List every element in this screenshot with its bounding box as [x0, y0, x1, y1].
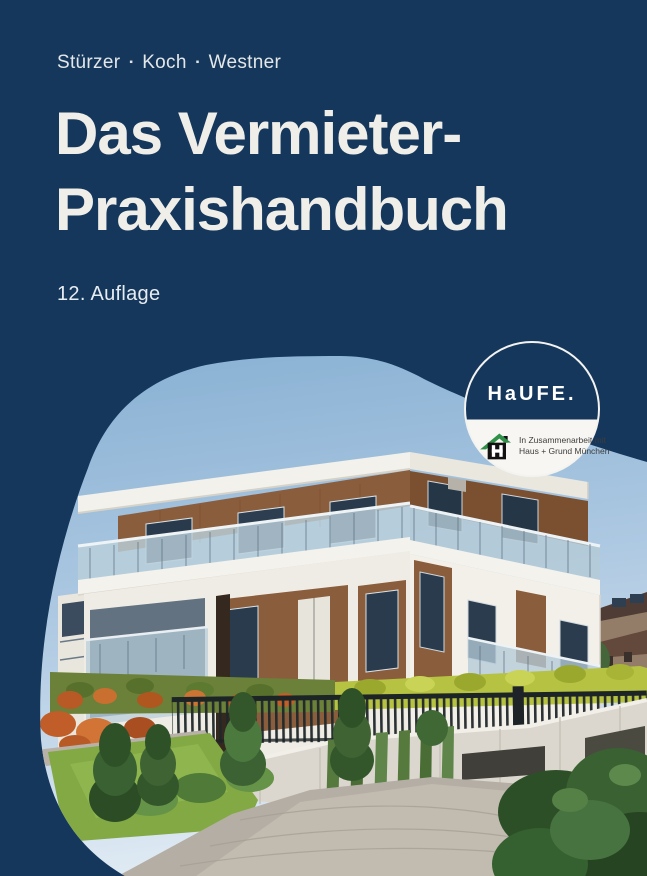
- author-separator: ▪: [195, 57, 200, 68]
- author-name: Koch: [142, 52, 187, 73]
- author-name: Stürzer: [57, 52, 121, 73]
- haufe-logo: HaUFE.: [487, 383, 577, 405]
- haufe-badge: [464, 341, 610, 477]
- title-line-2: Praxishandbuch: [55, 176, 508, 243]
- partnership-line-2: Haus + Grund München: [519, 446, 610, 456]
- title-line-1: Das Vermieter-: [55, 100, 462, 167]
- edition-label: 12. Auflage: [57, 283, 161, 305]
- partnership-line-1: In Zusammenarbeit mit: [519, 434, 606, 445]
- partnership-text: [519, 435, 609, 457]
- book-title: [55, 96, 508, 248]
- author-separator: ▪: [129, 57, 134, 68]
- partnership-block: [479, 431, 610, 461]
- author-name: Westner: [208, 52, 282, 73]
- authors-line: [57, 52, 281, 74]
- haus-grund-logo-icon: [479, 431, 513, 461]
